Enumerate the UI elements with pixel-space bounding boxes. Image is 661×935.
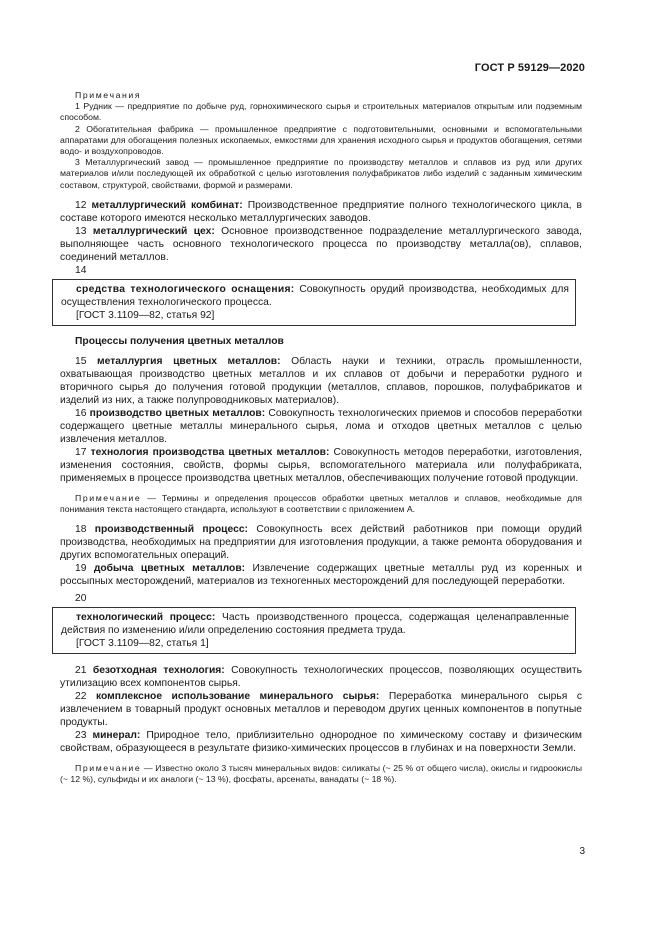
term-12 [60,199,582,225]
term-number: 22 [75,691,96,703]
term-definition: Совокупность всех действий работников при помощи орудий производства, необходимых на предприятии для изготовления продукции, а также ремонта оборудования и других вспомогательных операций. [60,524,582,562]
term-name: металлургический комбинат: [91,199,243,211]
term-definition: Область науки и техники, отрасль промышленности, охватывающая производство цветных металлов и их сплавов от добычи и переработки рудного и вторичного сырья до получения готовой продукции (металлов, сплавов, порошков, полуфабрикатов и изделий из них, а также полупроводниковых материалов). [60,355,582,406]
term-16 [60,407,582,446]
term-name: производство цветных металлов: [89,407,266,419]
note-item-3: 3 Металлургический завод — промышленное предприятие по производству металлов и сплавов из руд или других материалов и/или последующей их обработкой с целью изготовления полуфабрикатов либо изделий с заданным химическим составом, структурой, свойствами, формой и размерами. [60,157,582,190]
term-name: добыча цветных металлов: [93,563,246,575]
term-number: 12 [75,199,92,211]
term-number: 20 [75,593,87,605]
term-definition: Совокупность орудий производства, необходимых для осуществления технологического процесса. [61,283,569,308]
term-name: производственный процесс: [94,524,248,536]
term-definition: Основное производственное подразделение металлургического завода, выполняющее часть основного технологического процесса по производству металла(ов), сплавов, соединений металлов. [60,225,582,263]
note-item-2: 2 Обогатительная фабрика — промышленное предприятие с подготовительными, основными и вспомогательными аппаратами для обогащения полезных ископаемых, емкостями для хранения исходного сырья и продуктов обогащения, сетями водо- и воздухопроводов. [60,123,582,157]
term-name: металлургия цветных металлов: [97,355,281,367]
note-item-1: 1 Рудник — предприятие по добыче руд, горнохимического сырья и строительных материалов открытым или подземным способом. [60,101,582,123]
term-19 [60,562,582,588]
section-title: Процессы получения цветных металлов [75,335,284,347]
term-17 [60,446,582,485]
notes-heading: Примечания [75,90,142,100]
quoted-definition-box [52,607,576,654]
term-name: технологический процесс: [76,612,216,624]
term-definition: Совокупность технологических приемов и способов переработки содержащего цветные металлы минерального сырья, лома и отходов цветных металлов с целью извлечения металлов. [60,407,582,445]
source-reference: [ГОСТ 3.1109—82, статья 1] [76,638,209,650]
term-number: 18 [75,524,95,536]
note-text: — Термины и определения процессов обработки цветных металлов и сплавов, необходимые для понимания текста настоящего стандарта, используют в соответствии с приложением А. [60,492,582,515]
term-name: средства технологического оснащения: [76,283,295,295]
term-18 [60,523,582,562]
term-definition: Природное тело, приблизительно однородное по химическому составу и физическим свойствам, образующееся в результате физико-химических процессов в глубинах и на поверхности Земли. [60,730,582,755]
term-definition: Производственное предприятие полного технологического цикла, в составе которого имеются несколько металлургических заводов. [60,199,582,224]
term-number: 15 [75,355,98,367]
term-definition: Совокупность методов переработки, изготовления, изменения состояния, свойств, формы сырья, вспомогательного материала или полуфабриката, применяемых в процессе производства цветных металлов, обеспечивающих получение готовой продукции. [60,446,582,484]
page-content [60,90,582,786]
document-id: ГОСТ Р 59129—2020 [474,62,585,74]
term-13 [60,225,582,264]
term-number: 19 [75,563,94,575]
term-20 [60,592,582,654]
source-reference: [ГОСТ 3.1109—82, статья 92] [76,309,215,321]
term-definition: Совокупность технологических процессов, позволяющих осуществить утилизацию всех компонентов сырья. [60,665,582,690]
note-block-3 [60,763,582,785]
term-name: металлургический цех: [92,225,215,237]
term-number: 17 [75,446,91,458]
note-heading: Примечание [75,763,142,774]
term-23 [60,729,582,755]
page-number: 3 [579,846,585,857]
term-21 [60,664,582,690]
term-name: минерал: [92,730,141,742]
term-22 [60,690,582,729]
term-definition: Извлечение содержащих цветные металлы руд из коренных и россыпных месторождений, материалов из техногенных месторождений для последующей переработки. [60,563,582,588]
quoted-definition-box [52,279,576,326]
term-name: безотходная технология: [92,665,225,677]
term-number: 23 [75,730,93,742]
term-name: комплексное использование минерального сырья: [95,691,380,703]
term-15 [60,355,582,407]
term-14 [60,264,582,326]
note-block-2 [60,493,582,515]
term-definition: Переработка минерального сырья с извлечением в товарный продукт основных металлов и переводом других ценных компонентов в попутные продукты. [60,691,582,729]
notes-block-1 [60,90,582,191]
term-number: 21 [75,665,93,677]
term-definition: Часть производственного процесса, содержащая целенаправленные действия по изменению и/или определению состояния предмета труда. [61,612,570,637]
note-heading: Примечание [75,492,142,503]
term-number: 14 [75,264,87,276]
term-name: технология производства цветных металлов: [90,446,330,458]
term-number: 13 [75,225,93,237]
term-number: 16 [75,407,90,419]
note-text: — Известно около 3 тысяч минеральных видов: силикаты (~ 25 % от общего числа), окислы и гидроокислы (~ 12 %), сульфиды и их аналоги (~ 13 %), фосфаты, арсенаты, ванадаты (~ 18 %). [60,763,582,785]
